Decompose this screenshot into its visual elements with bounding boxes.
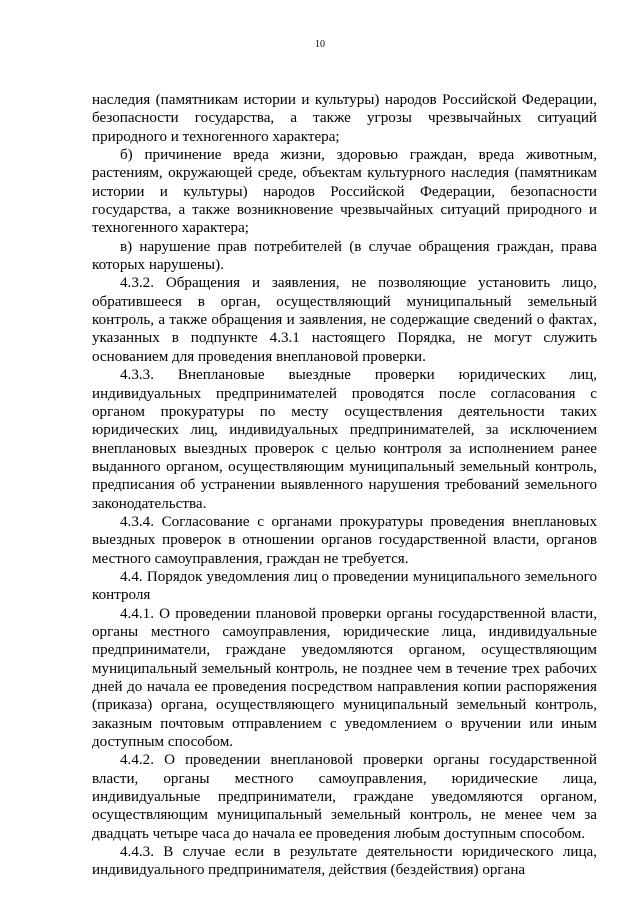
paragraph-4-3-3: 4.3.3. Внеплановые выездные проверки юридических лиц, индивидуальных предпринимателей проводятся после согласования с органом прокуратуры по месту осуществления деятельности таких юридических лиц, индивидуальных предпринимателей, за исключением внеплановых выездных проверок с целью контроля за исполнением ранее выданного органом, осуществляющим муниципальный земельный контроль, предписания об устранении выявленного нарушения требований земельного законодательства.	[92, 367, 597, 512]
paragraph-4-3-2: 4.3.2. Обращения и заявления, не позволяющие установить лицо, обратившееся в орган, осуществляющий муниципальный земельный контроль, а также обращения и заявления, не содержащие сведений о фактах, указанных в подпункте 4.3.1 настоящего Порядка, не могут служить основанием для проведения внеплановой проверки.	[92, 275, 597, 365]
paragraph-item-v: в) нарушение прав потребителей (в случае обращения граждан, права которых нарушены).	[92, 238, 597, 274]
page-number: 10	[315, 39, 325, 50]
paragraph-4-4-3: 4.4.3. В случае если в результате деятельности юридического лица, индивидуального предпринимателя, действия (бездействия) органа	[92, 844, 597, 879]
paragraph-continuation: наследия (памятникам истории и культуры) народов Российской Федерации, безопасности государства, а также угрозы чрезвычайных ситуаций природного и техногенного характера;	[92, 92, 597, 145]
paragraph-4-4-2: 4.4.2. О проведении внеплановой проверки органы государственной власти, органы местного самоуправления, юридические лица, индивидуальные предприниматели, граждане уведомляются органом, осуществляющим муниципальный земельный контроль, не менее чем за двадцать четыре часа до начала ее проведения любым доступным способом.	[92, 752, 597, 842]
paragraph-item-b: б) причинение вреда жизни, здоровью граждан, вреда животным, растениям, окружающей среде, объектам культурного наследия (памятникам истории и культуры) народов Российской Федерации, безопасности государства, а также возникновение чрезвычайных ситуаций природного и техногенного характера;	[92, 147, 597, 237]
paragraph-4-3-4: 4.3.4. Согласование с органами прокуратуры проведения внеплановых выездных проверок в отношении органов государственной власти, органов местного самоуправления, граждан не требуется.	[92, 513, 597, 567]
paragraph-4-4-1: 4.4.1. О проведении плановой проверки органы государственной власти, органы местного самоуправления, юридические лица, индивидуальные предприниматели, граждане уведомляются органом, осуществляющим муниципальный земельный контроль, не позднее чем в течение трех рабочих дней до начала ее проведения посредством направления копии распоряжения (приказа) органа, осуществляющего муниципальный земельный контроль, заказным почтовым отправлением с уведомлением о вручении или иным доступным способом.	[92, 605, 597, 751]
document-body	[92, 91, 597, 880]
section-heading-4-4: 4.4. Порядок уведомления лиц о проведении муниципального земельного контроля	[92, 568, 597, 604]
